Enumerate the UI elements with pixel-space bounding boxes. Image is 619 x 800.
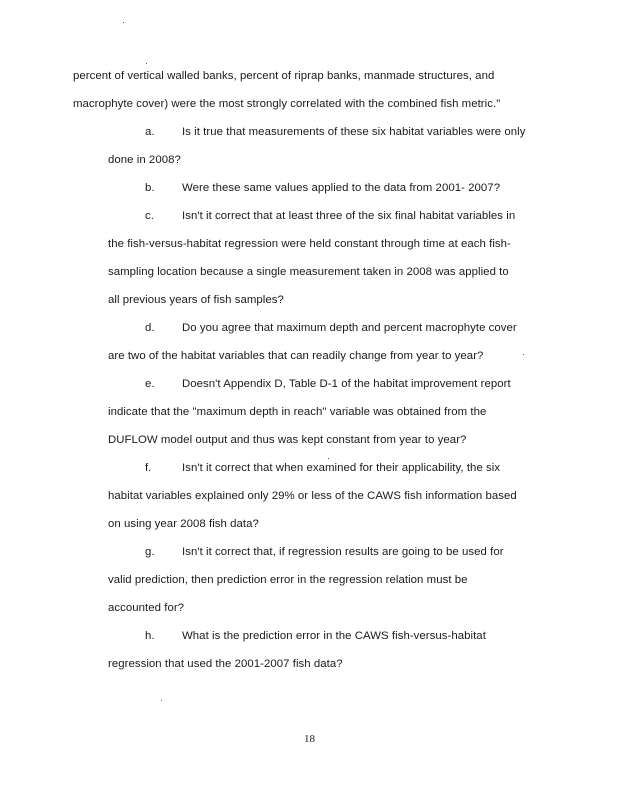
question-f-letter: f. <box>145 462 152 474</box>
question-b-line-1: Were these same values applied to the data from 2001- 2007? <box>182 182 501 194</box>
question-c-line-2: the fish-versus-habitat regression were held constant through time at each fish- <box>108 238 511 250</box>
question-b-letter: b. <box>145 182 155 194</box>
question-h-letter: h. <box>145 630 155 642</box>
question-d-line-1: Do you agree that maximum depth and percent macrophyte cover <box>182 322 517 334</box>
question-h-line-2: regression that used the 2001-2007 fish data? <box>108 658 343 670</box>
question-d-line-2: are two of the habitat variables that can readily change from year to year? <box>108 350 484 362</box>
question-g-line-2: valid prediction, then prediction error in the regression relation must be <box>108 574 468 586</box>
question-e-line-2: indicate that the "maximum depth in reach" variable was obtained from the <box>108 406 487 418</box>
question-d-letter: d. <box>145 322 155 334</box>
scan-speck <box>161 700 162 701</box>
intro-line-1: percent of vertical walled banks, percent of riprap banks, manmade structures, and <box>73 70 495 82</box>
intro-line-2: macrophyte cover) were the most strongly correlated with the combined fish metric." <box>73 98 501 110</box>
question-f-line-1: Isn't it correct that when examined for their applicability, the six <box>182 462 501 474</box>
question-h-line-1: What is the prediction error in the CAWS fish-versus-habitat <box>182 630 486 642</box>
question-c-line-1: Isn't it correct that at least three of the six final habitat variables in <box>182 210 516 222</box>
question-c-line-3: sampling location because a single measurement taken in 2008 was applied to <box>108 266 509 278</box>
scan-speck <box>123 22 124 23</box>
page-number: 18 <box>304 733 315 745</box>
question-f-line-2: habitat variables explained only 29% or less of the CAWS fish information based <box>108 490 517 502</box>
question-a-line-2: done in 2008? <box>108 154 181 166</box>
question-e-line-1: Doesn't Appendix D, Table D-1 of the habitat improvement report <box>182 378 511 390</box>
question-a-letter: a. <box>145 126 155 138</box>
question-e-letter: e. <box>145 378 155 390</box>
question-g-line-3: accounted for? <box>108 602 185 614</box>
question-e-line-3: DUFLOW model output and thus was kept constant from year to year? <box>108 434 467 446</box>
scan-speck <box>146 63 147 64</box>
question-f-line-3: on using year 2008 fish data? <box>108 518 259 530</box>
question-c-letter: c. <box>145 210 154 222</box>
question-g-line-1: Isn't it correct that, if regression results are going to be used for <box>182 546 504 558</box>
scan-speck <box>523 354 524 355</box>
question-c-line-4: all previous years of fish samples? <box>108 294 284 306</box>
scan-speck <box>328 458 329 459</box>
question-a-line-1: Is it true that measurements of these six habitat variables were only <box>182 126 526 138</box>
question-g-letter: g. <box>145 546 155 558</box>
